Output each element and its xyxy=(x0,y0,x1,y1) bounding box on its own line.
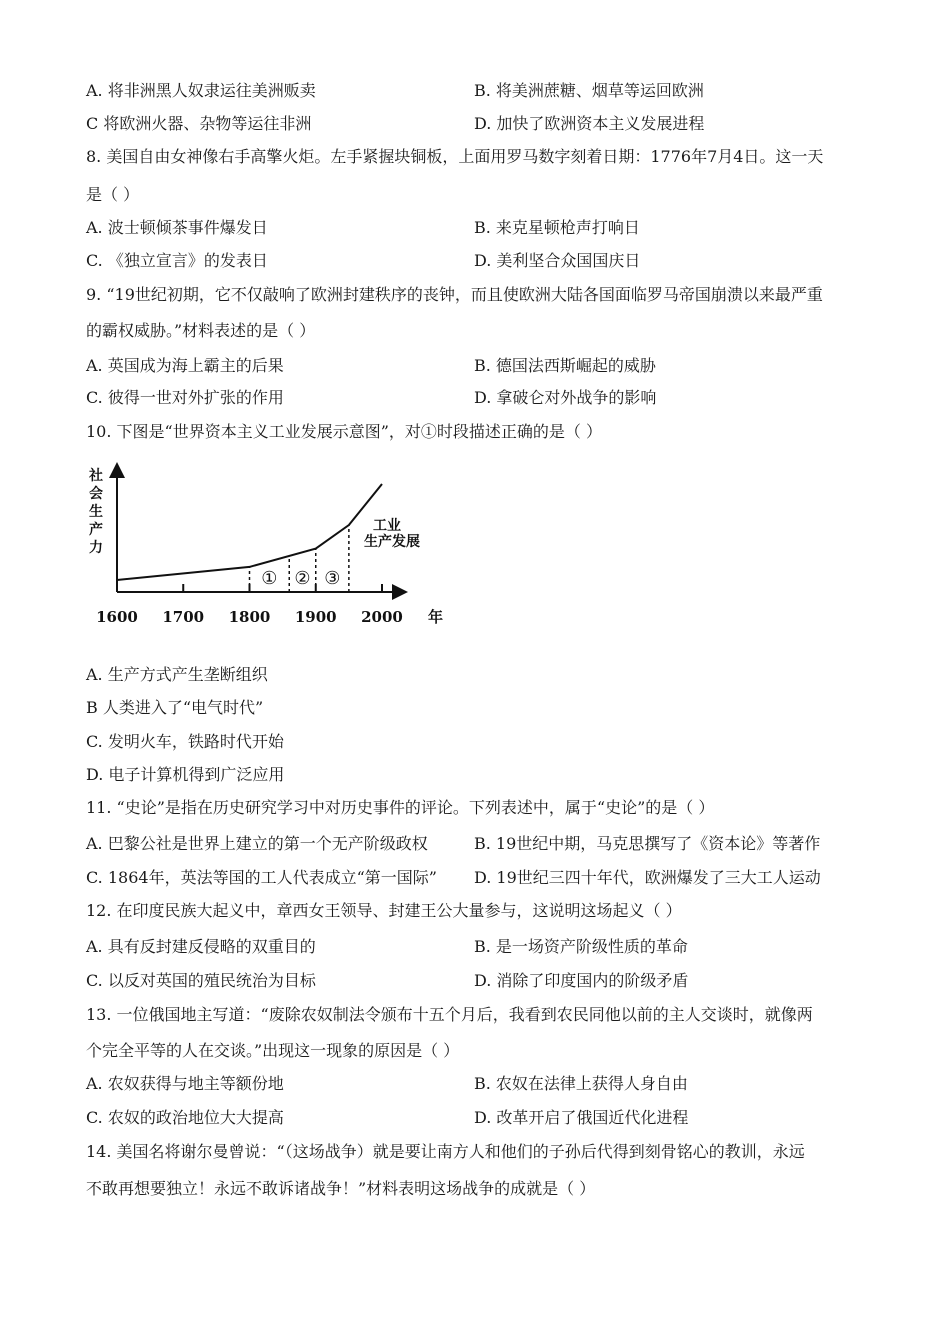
q12-option-b: B. 是一场资产阶级性质的革命 xyxy=(474,937,688,956)
industrial-development-chart xyxy=(86,458,446,638)
q11-option-a: A. 巴黎公社是世界上建立的第一个无产阶级政权 xyxy=(86,834,428,853)
q8-option-b: B. 来克星顿枪声打响日 xyxy=(474,218,640,237)
x-tick-label: 1800 xyxy=(228,608,271,626)
q8-stem-line2: 是（ ） xyxy=(86,185,140,204)
q11-stem: 11. “史论”是指在历史研究学习中对历史事件的评论。下列表述中，属于“史论”的是（ ） xyxy=(86,798,715,817)
q10-option-d: D. 电子计算机得到广泛应用 xyxy=(86,765,285,784)
q14-stem-line2: 不敢再想要独立！永远不敢诉诸战争！”材料表明这场战争的成就是（ ） xyxy=(86,1179,596,1198)
q11-option-b: B. 19世纪中期，马克思撰写了《资本论》等著作 xyxy=(474,834,821,853)
q7-option-b: B. 将美洲蔗糖、烟草等运回欧洲 xyxy=(474,81,704,100)
q14-stem-line1: 14. 美国名将谢尔曼曾说：“（这场战争）就是要让南方人和他们的子孙后代得到刻骨铭心的教训，永远 xyxy=(86,1142,805,1161)
q10-option-c: C. 发明火车，铁路时代开始 xyxy=(86,732,284,751)
y-axis-label-char: 力 xyxy=(89,540,103,556)
q11-option-c: C. 1864年，英法等国的工人代表成立“第一国际” xyxy=(86,868,437,887)
q13-option-d: D. 改革开启了俄国近代化进程 xyxy=(474,1108,689,1127)
period-label: ② xyxy=(294,568,311,589)
q10-option-a: A. 生产方式产生垄断组织 xyxy=(86,665,268,684)
y-axis-label-char: 会 xyxy=(89,486,103,502)
q9-option-a: A. 英国成为海上霸主的后果 xyxy=(86,356,284,375)
x-tick-label: 1600 xyxy=(96,608,138,626)
series-label-line2: 生产发展 xyxy=(364,534,420,550)
q8-option-d: D. 美利坚合众国国庆日 xyxy=(474,251,641,270)
period-label: ① xyxy=(261,568,278,589)
x-axis-label: 年 xyxy=(428,608,444,626)
q13-stem-line2: 个完全平等的人在交谈。”出现这一现象的原因是（ ） xyxy=(86,1041,460,1060)
y-axis-label-char: 生 xyxy=(89,504,103,520)
q8-option-a: A. 波士顿倾茶事件爆发日 xyxy=(86,218,268,237)
q10-stem: 10. 下图是“世界资本主义工业发展示意图”，对①时段描述正确的是（ ） xyxy=(86,422,602,441)
q12-option-d: D. 消除了印度国内的阶级矛盾 xyxy=(474,971,689,990)
y-axis-label xyxy=(88,467,103,556)
q12-option-c: C. 以反对英国的殖民统治为目标 xyxy=(86,971,316,990)
q7-option-c: C 将欧洲火器、杂物等运往非洲 xyxy=(86,114,312,133)
q9-stem-line2: 的霸权威胁。”材料表述的是（ ） xyxy=(86,321,316,340)
q7-option-d: D. 加快了欧洲资本主义发展进程 xyxy=(474,114,705,133)
q13-stem-line1: 13. 一位俄国地主写道：“废除农奴制法令颁布十五个月后，我看到农民同他以前的主人交谈时，就像两 xyxy=(86,1005,813,1024)
q13-option-a: A. 农奴获得与地主等额份地 xyxy=(86,1074,284,1093)
q8-option-c: C. 《独立宣言》的发表日 xyxy=(86,251,268,270)
x-tick-label: 1900 xyxy=(294,608,337,626)
x-tick-label: 2000 xyxy=(361,608,403,626)
q11-option-d: D. 19世纪三四十年代，欧洲爆发了三大工人运动 xyxy=(474,868,821,887)
q13-option-b: B. 农奴在法律上获得人身自由 xyxy=(474,1074,688,1093)
y-axis-label-char: 产 xyxy=(89,522,103,538)
q9-option-c: C. 彼得一世对外扩张的作用 xyxy=(86,388,284,407)
q9-option-d: D. 拿破仑对外战争的影响 xyxy=(474,388,657,407)
productivity-line xyxy=(117,484,382,580)
q7-option-a: A. 将非洲黑人奴隶运往美洲贩卖 xyxy=(86,81,316,100)
q9-option-b: B. 德国法西斯崛起的威胁 xyxy=(474,356,656,375)
q10-option-b: B 人类进入了“电气时代” xyxy=(86,698,264,717)
period-label: ③ xyxy=(324,568,341,589)
q9-stem-line1: 9. “19世纪初期，它不仅敲响了欧洲封建秩序的丧钟，而且使欧洲大陆各国面临罗马帝国崩溃以来最严重 xyxy=(86,285,823,304)
q13-option-c: C. 农奴的政治地位大大提高 xyxy=(86,1108,284,1127)
q8-stem-line1: 8. 美国自由女神像右手高擎火炬。左手紧握块铜板，上面用罗马数字刻着日期：1776年7月4日。这一天 xyxy=(86,147,824,166)
series-label-line1: 工业 xyxy=(373,518,401,534)
q12-option-a: A. 具有反封建反侵略的双重目的 xyxy=(86,937,316,956)
x-tick-label: 1700 xyxy=(162,608,205,626)
y-axis-label-char: 社 xyxy=(89,468,103,484)
q12-stem: 12. 在印度民族大起义中，章西女王领导、封建王公大量参与，这说明这场起义（ ） xyxy=(86,901,682,920)
